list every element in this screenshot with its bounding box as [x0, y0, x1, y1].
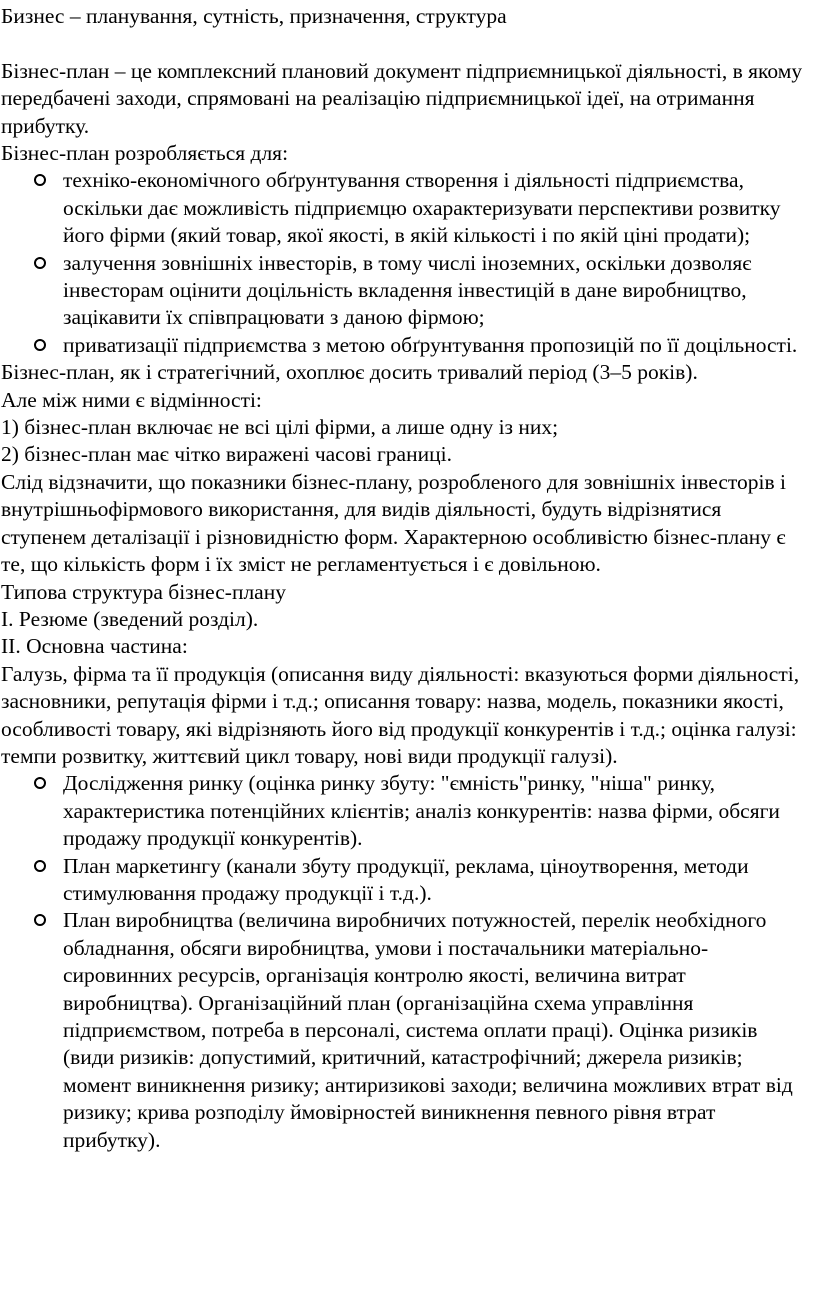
list-item-text: техніко-економічного обґрунтування створення і діяльності підприємства, оскільки дає можливість підприємцю охарактеризувати перспективи розвитку його фірми (який товар, якої якості, в якій кількості і по якій ціні продати);: [63, 168, 781, 248]
document-title: Бизнес – планування, сутність, призначення, структура: [1, 4, 507, 28]
list-item-text: План виробництва (величина виробничих потужностей, перелік необхідного обладнання, обсяги виробництва, умови і постачальники матеріально-сировинних ресурсів, організація контролю якості, величина витрат виробництва). Організаційний план (організаційна схема управління підприємством, потреба в персоналі, система оплати праці). Оцінка ризиків (види ризиків: допустимий, критичний, катастрофічний; джерела ризиків; момент виникнення ризику; антиризикові заходи; величина можливих втрат від ризику; крива розподілу ймовірностей виникнення певного рівня втрат прибутку).: [63, 908, 793, 1152]
difference-item-1: 1) бізнес-план включає не всі цілі фірми, а лише одну із них;: [1, 415, 559, 440]
purpose-lead-paragraph: Бізнес-план розробляється для:: [1, 141, 289, 166]
list-item-text: приватизації підприємства з метою обґрунтування пропозицій по її доцільності.: [63, 332, 798, 357]
list-item-text: Дослідження ринку (оцінка ринку збуту: "ємність"ринку, "ніша" ринку, характеристика потенційних клієнтів; аналіз конкурентів: назва фірми, обсяги продажу продукції конкурентів).: [63, 771, 780, 851]
list-item-text: залучення зовнішніх інвесторів, в тому числі іноземних, оскільки дозволяє інвесторам оцінити доцільність вкладення інвестицій в дане виробництво, зацікавити їх співпрацювати з даною фірмою;: [63, 250, 752, 330]
list-item: [63, 332, 806, 359]
structure-list: [1, 770, 806, 1154]
blank-line: [1, 30, 806, 57]
list-item: [63, 250, 806, 332]
industry-paragraph: Галузь, фірма та її продукція (описання виду діяльності: вказуються форми діяльності, засновники, репутація фірми і т.д.; описання товару: назва, модель, показники якості, особливості товару, які відрізняють його від продукції конкурентів і т.д.; оцінка галузі: темпи розвитку, життєвий цикл товару, нові види продукції галузі).: [1, 661, 800, 768]
list-item: [63, 770, 806, 852]
list-item: [63, 907, 806, 1154]
definition-paragraph: Бізнес-план – це комплексний плановий документ підприємницької діяльності, в якому передбачені заходи, спрямовані на реалізацію підприємницької ідеї, на отримання прибутку.: [1, 58, 803, 138]
period-paragraph: Бізнес-план, як і стратегічний, охоплює досить тривалий період (3–5 років).: [1, 360, 698, 385]
difference-item-2: 2) бізнес-план має чітко виражені часові границі.: [1, 442, 452, 467]
list-item: [63, 853, 806, 908]
circle-bullet-icon: [34, 257, 46, 269]
section-resume: І. Резюме (зведений розділ).: [1, 606, 259, 631]
structure-heading: Типова структура бізнес-плану: [1, 579, 286, 604]
purpose-list: [1, 167, 806, 359]
detail-paragraph: Слід відзначити, що показники бізнес-плану, розробленого для зовнішніх інвесторів і внутрішньофірмового використання, для видів діяльності, будуть відрізнятися ступенем деталізації і різновидністю форм. Характерною особливістю бізнес-плану є те, що кількість форм і їх зміст не регламентується і є довільною.: [1, 469, 786, 577]
circle-bullet-icon: [34, 174, 46, 186]
circle-bullet-icon: [34, 860, 46, 872]
circle-bullet-icon: [34, 339, 46, 351]
section-main-part: ІІ. Основна частина:: [1, 634, 188, 659]
differences-lead-paragraph: Але між ними є відмінності:: [1, 387, 262, 412]
circle-bullet-icon: [34, 777, 46, 789]
circle-bullet-icon: [34, 914, 46, 926]
list-item-text: План маркетингу (канали збуту продукції, реклама, ціноутворення, методи стимулювання продажу продукції і т.д.).: [63, 853, 749, 905]
list-item: [63, 167, 806, 249]
